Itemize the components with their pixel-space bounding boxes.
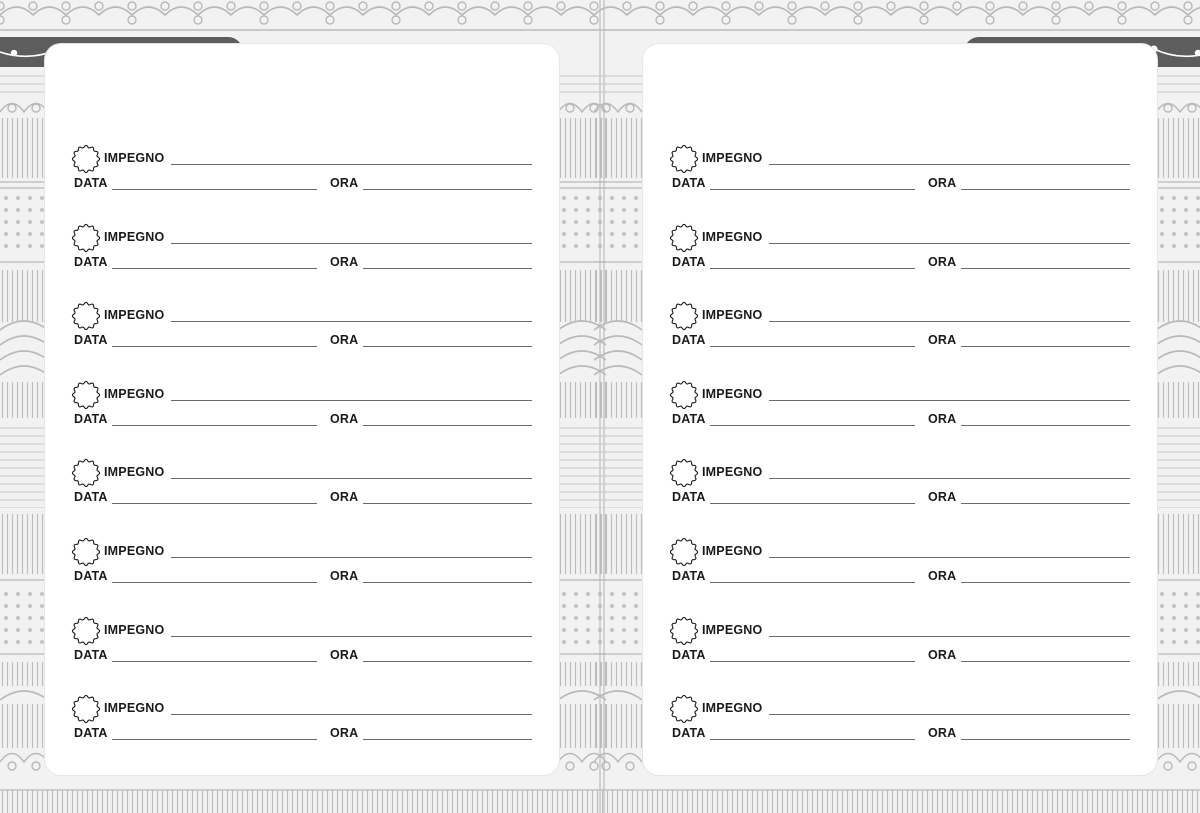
impegno-field[interactable]	[171, 400, 532, 401]
data-field[interactable]	[112, 268, 317, 269]
impegno-field[interactable]	[171, 636, 532, 637]
impegno-label: IMPEGNO	[702, 622, 763, 637]
impegno-field[interactable]	[171, 243, 532, 244]
impegno-label: IMPEGNO	[104, 308, 165, 323]
left-page-panel	[45, 44, 559, 775]
ora-field[interactable]	[961, 425, 1130, 426]
ora-field[interactable]	[363, 346, 532, 347]
data-label: DATA	[672, 569, 706, 583]
ora-label: ORA	[330, 176, 359, 190]
impegno-label: IMPEGNO	[104, 229, 165, 244]
ora-field[interactable]	[363, 582, 532, 583]
ora-label: ORA	[330, 333, 359, 348]
ora-label: ORA	[928, 569, 957, 583]
appointment-entry	[643, 537, 1157, 597]
impegno-label: IMPEGNO	[104, 386, 165, 401]
ora-field[interactable]	[961, 189, 1130, 190]
data-label: DATA	[74, 176, 108, 190]
data-label: DATA	[672, 647, 706, 662]
ora-field[interactable]	[363, 661, 532, 662]
scalloped-circle-icon	[669, 380, 699, 410]
appointment-entry	[45, 144, 559, 204]
data-field[interactable]	[112, 661, 317, 662]
ora-field[interactable]	[363, 739, 532, 740]
impegno-label: IMPEGNO	[702, 229, 763, 244]
appointment-entry	[45, 380, 559, 440]
ora-field[interactable]	[961, 268, 1130, 269]
data-field[interactable]	[112, 503, 317, 504]
ora-field[interactable]	[961, 582, 1130, 583]
right-page-panel	[643, 44, 1157, 775]
ora-field[interactable]	[363, 503, 532, 504]
impegno-field[interactable]	[769, 400, 1130, 401]
ora-field[interactable]	[363, 268, 532, 269]
scalloped-circle-icon	[71, 616, 101, 646]
appointment-entry	[45, 616, 559, 676]
impegno-field[interactable]	[769, 636, 1130, 637]
impegno-label: IMPEGNO	[104, 465, 165, 480]
appointment-entry	[45, 301, 559, 361]
data-label: DATA	[74, 254, 108, 269]
impegno-field[interactable]	[171, 164, 532, 165]
scalloped-circle-icon	[71, 537, 101, 567]
data-field[interactable]	[112, 189, 317, 190]
scalloped-circle-icon	[71, 301, 101, 331]
impegno-field[interactable]	[171, 321, 532, 322]
data-field[interactable]	[112, 425, 317, 426]
scalloped-circle-icon	[669, 301, 699, 331]
impegno-label: IMPEGNO	[702, 465, 763, 480]
impegno-label: IMPEGNO	[702, 544, 763, 558]
appointment-entry	[643, 144, 1157, 204]
impegno-label: IMPEGNO	[702, 308, 763, 323]
ora-label: ORA	[330, 411, 359, 426]
ora-label: ORA	[330, 490, 359, 505]
impegno-label: IMPEGNO	[104, 701, 165, 716]
ora-label: ORA	[928, 411, 957, 426]
impegno-label: IMPEGNO	[702, 701, 763, 716]
impegno-label: IMPEGNO	[104, 544, 165, 558]
ora-field[interactable]	[961, 661, 1130, 662]
data-label: DATA	[74, 411, 108, 426]
data-label: DATA	[672, 490, 706, 505]
data-field[interactable]	[112, 346, 317, 347]
data-label: DATA	[74, 726, 108, 741]
appointment-entry	[643, 301, 1157, 361]
impegno-label: IMPEGNO	[702, 151, 763, 165]
scalloped-circle-icon	[71, 380, 101, 410]
impegno-label: IMPEGNO	[702, 386, 763, 401]
data-label: DATA	[74, 490, 108, 505]
ora-label: ORA	[928, 647, 957, 662]
impegno-field[interactable]	[171, 714, 532, 715]
ora-label: ORA	[330, 254, 359, 269]
scalloped-circle-icon	[669, 223, 699, 253]
ora-field[interactable]	[363, 189, 532, 190]
data-field[interactable]	[710, 739, 915, 740]
data-label: DATA	[672, 176, 706, 190]
data-label: DATA	[74, 569, 108, 583]
data-label: DATA	[672, 411, 706, 426]
ora-label: ORA	[928, 490, 957, 505]
appointment-entry	[45, 223, 559, 283]
scalloped-circle-icon	[71, 144, 101, 174]
data-field[interactable]	[710, 268, 915, 269]
scalloped-circle-icon	[669, 458, 699, 488]
ora-label: ORA	[928, 726, 957, 741]
ora-label: ORA	[330, 569, 359, 583]
scalloped-circle-icon	[71, 223, 101, 253]
data-field[interactable]	[112, 739, 317, 740]
ora-field[interactable]	[363, 425, 532, 426]
appointment-entry	[643, 223, 1157, 283]
impegno-field[interactable]	[769, 321, 1130, 322]
data-label: DATA	[672, 254, 706, 269]
impegno-field[interactable]	[769, 557, 1130, 558]
impegno-label: IMPEGNO	[104, 622, 165, 637]
data-field[interactable]	[112, 582, 317, 583]
ora-field[interactable]	[961, 503, 1130, 504]
appointment-entry	[45, 537, 559, 597]
ora-label: ORA	[330, 647, 359, 662]
impegno-field[interactable]	[769, 243, 1130, 244]
scalloped-circle-icon	[669, 537, 699, 567]
appointment-entry	[643, 380, 1157, 440]
impegno-field[interactable]	[171, 478, 532, 479]
ora-field[interactable]	[961, 346, 1130, 347]
data-field[interactable]	[710, 189, 915, 190]
scalloped-circle-icon	[669, 144, 699, 174]
impegno-label: IMPEGNO	[104, 151, 165, 165]
impegno-field[interactable]	[769, 478, 1130, 479]
ora-label: ORA	[928, 254, 957, 269]
scalloped-circle-icon	[71, 694, 101, 724]
data-label: DATA	[74, 333, 108, 348]
appointment-entry	[45, 694, 559, 754]
data-field[interactable]	[710, 425, 915, 426]
data-label: DATA	[672, 726, 706, 741]
data-field[interactable]	[710, 503, 915, 504]
scalloped-circle-icon	[669, 694, 699, 724]
impegno-field[interactable]	[769, 714, 1130, 715]
impegno-field[interactable]	[769, 164, 1130, 165]
appointment-entry	[643, 616, 1157, 676]
impegno-field[interactable]	[171, 557, 532, 558]
ora-label: ORA	[928, 333, 957, 348]
data-field[interactable]	[710, 346, 915, 347]
data-label: DATA	[74, 647, 108, 662]
appointment-entry	[45, 458, 559, 518]
scalloped-circle-icon	[71, 458, 101, 488]
ora-label: ORA	[330, 726, 359, 741]
data-field[interactable]	[710, 582, 915, 583]
data-field[interactable]	[710, 661, 915, 662]
ora-label: ORA	[928, 176, 957, 190]
ora-field[interactable]	[961, 739, 1130, 740]
scalloped-circle-icon	[669, 616, 699, 646]
data-label: DATA	[672, 333, 706, 348]
appointment-entry	[643, 694, 1157, 754]
appointment-entry	[643, 458, 1157, 518]
